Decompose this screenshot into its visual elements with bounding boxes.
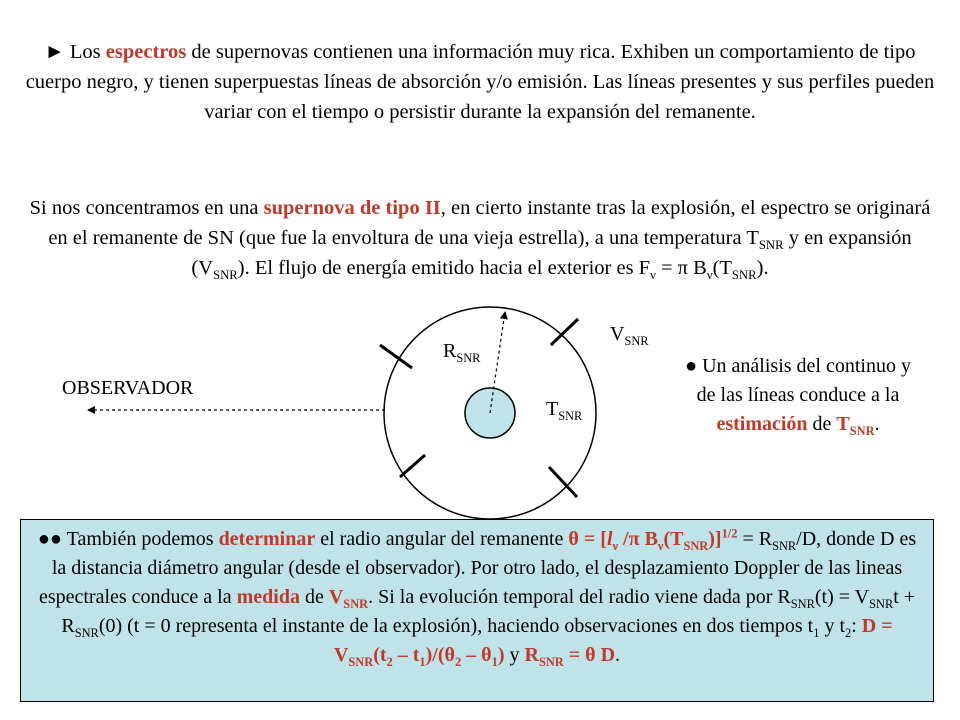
formula-radius	[524, 644, 616, 669]
text: –	[461, 644, 482, 666]
text: /D, donde D es la distancia diámetro angular (desde el observador). Por otro lado, el desplazamiento Doppler de las lineas espectrales conduce a la	[38, 528, 917, 608]
observer-label: OBSERVADOR	[62, 377, 194, 399]
text: .	[874, 413, 880, 435]
text: (T	[712, 257, 732, 279]
superscript: 1/2	[721, 526, 738, 541]
text: de	[807, 413, 837, 435]
text: B	[639, 528, 658, 550]
analysis-note	[682, 352, 914, 439]
type-ii-paragraph	[20, 193, 940, 283]
text: :	[851, 615, 862, 637]
text: V	[610, 323, 625, 345]
subscript: ν	[650, 268, 656, 283]
subscript: SNR	[213, 268, 238, 283]
subscript: SNR	[683, 539, 709, 553]
text: Un análisis del continuo y de las líneas conduce a la	[696, 355, 911, 406]
intro-paragraph	[20, 37, 940, 127]
subscript: SNR	[772, 539, 797, 553]
text: D = V	[333, 615, 893, 666]
text: T	[546, 398, 559, 420]
text: el radio angular del remanente	[315, 528, 569, 550]
subscript: SNR	[348, 655, 374, 669]
text: , en cierto instante tras la explosión, el espectro se originará en el remanente de SN (que fue la envoltura de una vieja estrella), a una temperatura	[48, 197, 931, 249]
subscript: 2	[454, 655, 462, 669]
text: ).	[756, 257, 769, 279]
bullet-dot: ●	[685, 355, 698, 377]
radius-label	[443, 340, 480, 363]
text: . Si la evolución temporal del radio viene dada por R	[368, 586, 791, 608]
text: y	[504, 644, 525, 666]
text: – t	[392, 644, 420, 666]
highlight-espectros: espectros	[105, 41, 187, 63]
text: V	[198, 257, 214, 279]
bullet-dots: ●●	[37, 528, 63, 550]
text: (t	[373, 644, 387, 666]
distance-method-box	[20, 519, 934, 702]
subscript: 1	[813, 626, 820, 640]
subscript: SNR	[343, 597, 369, 611]
text: de	[299, 586, 329, 608]
text: )]	[708, 528, 722, 550]
text: θ	[481, 644, 492, 666]
highlight-estimacion: estimación	[716, 413, 808, 435]
subscript: SNR	[869, 597, 894, 611]
subscript: 2	[386, 655, 393, 669]
subscript: 1	[491, 655, 498, 669]
text: (t) = V	[814, 586, 870, 608]
text: l	[606, 528, 613, 550]
text: Los	[64, 41, 106, 63]
text: .	[615, 644, 621, 666]
text: θ	[585, 644, 596, 666]
highlight-determinar: determinar	[218, 528, 316, 550]
text: /	[618, 528, 629, 550]
text: B	[688, 257, 707, 279]
text: ). El flujo de energía emitido hacia el exterior es F	[237, 257, 651, 279]
text: =	[563, 644, 586, 666]
subscript: SNR	[790, 597, 815, 611]
text: θ	[568, 528, 579, 550]
bullet-arrow: ►	[44, 41, 65, 63]
text: θ	[444, 644, 455, 666]
subscript: SNR	[558, 409, 583, 423]
velocity-label	[610, 323, 649, 346]
subscript: ν	[612, 539, 619, 553]
formula-theta	[568, 526, 738, 553]
subscript: ν	[657, 539, 664, 553]
highlight-v-snr	[328, 586, 369, 611]
subscript: SNR	[456, 351, 481, 365]
text: También podemos	[62, 528, 219, 550]
text: Si nos concentramos en una	[29, 197, 264, 219]
text: = [	[578, 528, 607, 550]
subscript: SNR	[538, 655, 564, 669]
subscript: 2	[845, 626, 852, 640]
text: T	[746, 227, 759, 249]
text: )/(	[425, 644, 445, 666]
text: π	[628, 528, 640, 550]
highlight-supernova-tipo-ii: supernova de tipo II	[263, 197, 441, 219]
subscript: SNR	[624, 334, 649, 348]
highlight-medida: medida	[236, 586, 300, 608]
subscript: SNR	[849, 424, 875, 438]
subscript: 1	[419, 655, 426, 669]
subscript: SNR	[758, 238, 784, 253]
text: )	[497, 644, 505, 666]
text: D	[595, 644, 616, 666]
text: = R	[737, 528, 773, 550]
subscript: ν	[706, 268, 713, 283]
text: y t	[819, 615, 845, 637]
text: de supernovas contienen una información muy rica. Exhiben un comportamiento de tipo cuerpo negro, y tienen superpuestas líneas de absorción y/o emisión. Las líneas presentes y sus perfiles pueden variar con el tiempo o persistir durante la expansión del remanente.	[25, 41, 935, 123]
text: R	[524, 644, 539, 666]
subscript: SNR	[74, 626, 99, 640]
text: t + R	[61, 586, 916, 637]
text: (0) (t = 0 representa el instante de la explosión), haciendo observaciones en dos tiempos t	[98, 615, 814, 637]
text: (T	[663, 528, 684, 550]
text: =	[655, 257, 678, 279]
highlight-t-snr	[836, 413, 875, 438]
subscript: SNR	[731, 268, 757, 283]
text: π	[677, 257, 688, 279]
text: y en expansión (	[191, 227, 912, 279]
temperature-label	[546, 398, 582, 421]
text: T	[836, 413, 850, 435]
text: V	[328, 586, 344, 608]
text: R	[443, 340, 457, 362]
